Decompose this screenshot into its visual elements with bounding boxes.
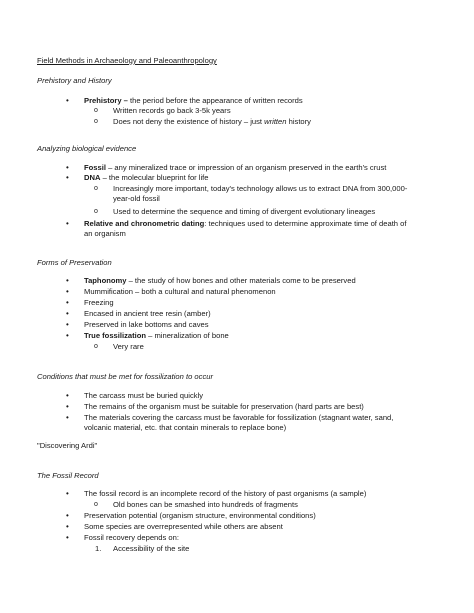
sub-item: Old bones can be smashed into hundreds of fragments — [113, 500, 298, 509]
term: Taphonomy — [84, 276, 127, 285]
term: Prehistory – — [84, 96, 128, 105]
bullet-marker: • — [66, 391, 69, 400]
bullet-marker: • — [66, 489, 69, 498]
bullet-marker: • — [66, 309, 69, 318]
bullet-item: Preserved in lake bottoms and caves — [84, 320, 209, 329]
sub-item: Very rare — [113, 342, 144, 351]
bullet-marker: • — [66, 173, 69, 182]
sub-marker: o — [94, 208, 98, 215]
video-title: "Discovering Ardi" — [37, 441, 98, 450]
bullet-dating — [84, 219, 406, 229]
sub-item: Increasingly more important, today's technology allows us to extract DNA from 300,000- — [113, 184, 408, 193]
term: True fossilization — [84, 331, 147, 340]
bullet-true-fossilization — [84, 331, 229, 341]
bullet-item: Encased in ancient tree resin (amber) — [84, 309, 211, 318]
term: Relative and chronometric dating — [84, 219, 205, 228]
bullet-marker: • — [66, 276, 69, 285]
section-heading-biological: Analyzing biological evidence — [37, 144, 137, 153]
bullet-continued: volcanic material, etc. that contain minerals to replace bone) — [84, 423, 287, 432]
section-heading-preservation: Forms of Preservation — [37, 258, 112, 267]
text: Does not deny the existence of history – just — [113, 117, 265, 126]
term: DNA — [84, 173, 101, 182]
sub-marker: o — [94, 107, 98, 114]
term: Fossil — [84, 163, 106, 172]
text: history — [286, 117, 311, 126]
definition: – the molecular blueprint for life — [100, 173, 209, 182]
bullet-item: The carcass must be buried quickly — [84, 391, 204, 400]
bullet-marker: • — [66, 219, 69, 228]
bullet-marker: • — [66, 96, 69, 105]
definition: – mineralization of bone — [146, 331, 229, 340]
definition: the period before the appearance of written records — [127, 96, 303, 105]
bullet-marker: • — [66, 522, 69, 531]
bullet-item: Mummification – both a cultural and natural phenomenon — [84, 287, 276, 296]
sub-item-continued: year-old fossil — [113, 194, 160, 203]
section-heading-fossil-record: The Fossil Record — [37, 471, 99, 480]
bullet-marker: • — [66, 511, 69, 520]
sub-marker: o — [94, 185, 98, 192]
bullet-prehistory — [84, 96, 303, 106]
bullet-item: Freezing — [84, 298, 114, 307]
bullet-marker: • — [66, 413, 69, 422]
bullet-item: Some species are overrepresented while others are absent — [84, 522, 283, 531]
definition: : techniques used to determine approximate time of death of — [204, 219, 407, 228]
sub-item: Used to determine the sequence and timing of divergent evolutionary lineages — [113, 207, 376, 216]
bullet-item: Fossil recovery depends on: — [84, 533, 179, 542]
sub-item — [113, 117, 311, 127]
sub-marker: o — [94, 501, 98, 508]
bullet-marker: • — [66, 331, 69, 340]
page-title: Field Methods in Archaeology and Paleoanthropology — [37, 56, 217, 65]
bullet-marker: • — [66, 402, 69, 411]
sub-marker: o — [94, 343, 98, 350]
definition: – the study of how bones and other materials come to be preserved — [126, 276, 356, 285]
bullet-dna — [84, 173, 209, 183]
numbered-item: Accessibility of the site — [113, 544, 190, 553]
sub-marker: o — [94, 118, 98, 125]
bullet-marker: • — [66, 533, 69, 542]
section-heading-prehistory: Prehistory and History — [37, 76, 112, 85]
bullet-marker: • — [66, 320, 69, 329]
bullet-taphonomy — [84, 276, 356, 286]
bullet-item: The fossil record is an incomplete record of the history of past organisms (a sample) — [84, 489, 367, 498]
sub-item: Written records go back 3-5k years — [113, 106, 231, 115]
bullet-fossil — [84, 163, 386, 173]
emphasis: written — [264, 117, 287, 126]
bullet-marker: • — [66, 287, 69, 296]
bullet-item: The materials covering the carcass must be favorable for fossilization (stagnant water, sand, — [84, 413, 394, 422]
number-marker: 1. — [95, 544, 102, 553]
bullet-item: The remains of the organism must be suitable for preservation (hard parts are best) — [84, 402, 364, 411]
bullet-item: Preservation potential (organism structure, environmental conditions) — [84, 511, 316, 520]
bullet-marker: • — [66, 163, 69, 172]
section-heading-conditions: Conditions that must be met for fossilization to occur — [37, 372, 214, 381]
definition: – any mineralized trace or impression of an organism preserved in the earth's crust — [105, 163, 387, 172]
bullet-marker: • — [66, 298, 69, 307]
bullet-continued: an organism — [84, 229, 126, 238]
